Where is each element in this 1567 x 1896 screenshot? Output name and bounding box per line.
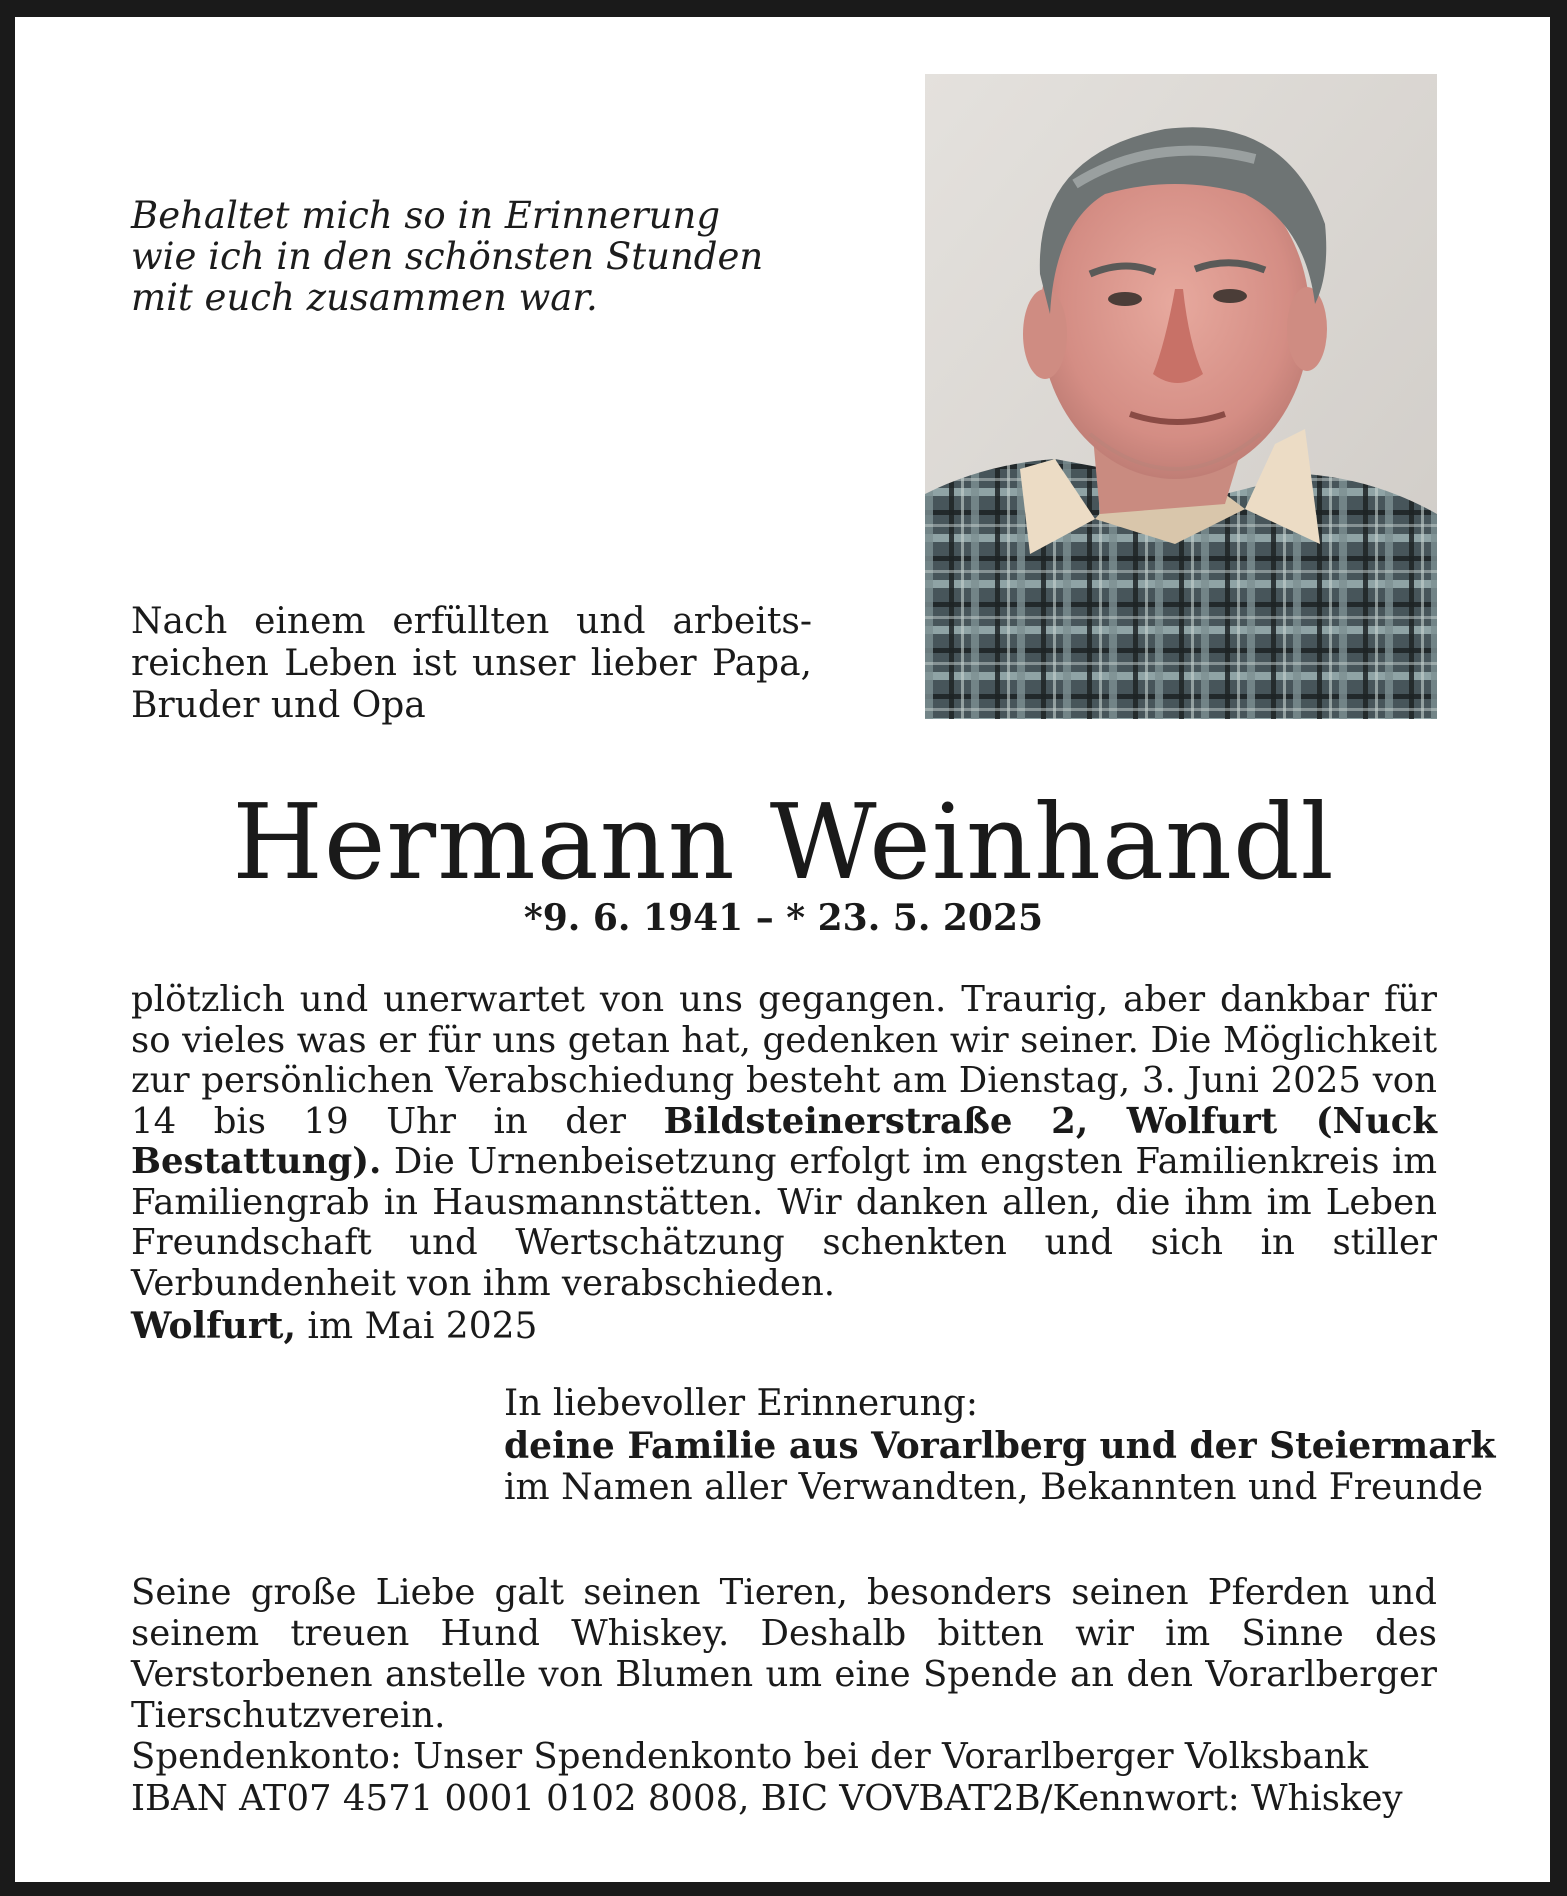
- account-line: IBAN AT07 4571 0001 0102 8008, BIC VOVBAT2B/Kennwort: Whiskey: [131, 1778, 1403, 1819]
- announcement-text-part: Die Urnenbeisetzung erfolgt im engsten Familienkreis im Familiengrab in Hausmannstätten. Wir danken allen, die ihm im Leben Freundschaft und Wertschätzung schenkten und sich in stiller Verbundenheit von ihm verabschieden.: [131, 1141, 1437, 1304]
- donation-account: [131, 1736, 1451, 1820]
- donation-note: Seine große Liebe galt seinen Tieren, besonders seinen Pferden und seinem treuen Hund Whiskey. Deshalb bitten wir im Sinne des Verstorbenen anstelle von Blumen um eine Spende an den Vorarlberger Tierschutzverein.: [131, 1572, 1437, 1736]
- account-line: Spendenkonto: Unser Spendenkonto bei der Vorarlberger Volksbank: [131, 1736, 1368, 1777]
- motto-line: wie ich in den schönsten Stunden: [131, 235, 764, 278]
- motto-line: mit euch zusammen war.: [131, 276, 598, 319]
- deceased-name: Hermann Weinhandl: [232, 781, 1335, 903]
- place: Wolfurt,: [131, 1305, 296, 1347]
- place-date: [131, 1305, 537, 1348]
- portrait-illustration: [925, 74, 1437, 719]
- announcement-text-part: plötzlich und unerwartet von uns gegangen. Traurig, aber dankbar für so vieles was er für uns getan hat, gedenken wir seiner. Die Möglichkeit zur persönlichen Verabschiedung besteht am Dienstag, 3. Juni 2025 von 14 bis 19 Uhr in der: [131, 979, 1437, 1142]
- motto-line: Behaltet mich so in Erinnerung: [131, 194, 721, 237]
- life-dates: *9. 6. 1941 – * 23. 5. 2025: [523, 897, 1044, 939]
- farewell-location: Bildsteinerstraße 2, Wolfurt (Nuck Bestattung).: [131, 1100, 1437, 1182]
- intro-text: Nach einem erfüllten und arbeitsreichen Leben ist unser lieber Papa, Bruder und Opa: [131, 601, 812, 726]
- portrait-photo: [925, 74, 1437, 719]
- signoff-intro: In liebevoller Erinnerung:: [504, 1383, 978, 1424]
- date: im Mai 2025: [295, 1306, 538, 1347]
- signoff-family: deine Familie aus Vorarlberg und der Steiermark: [504, 1425, 1496, 1467]
- signoff: [504, 1383, 1496, 1509]
- motto-quote: [131, 194, 764, 319]
- announcement-text: [131, 980, 1437, 1304]
- signoff-others: im Namen aller Verwandten, Bekannten und Freunde: [504, 1467, 1484, 1508]
